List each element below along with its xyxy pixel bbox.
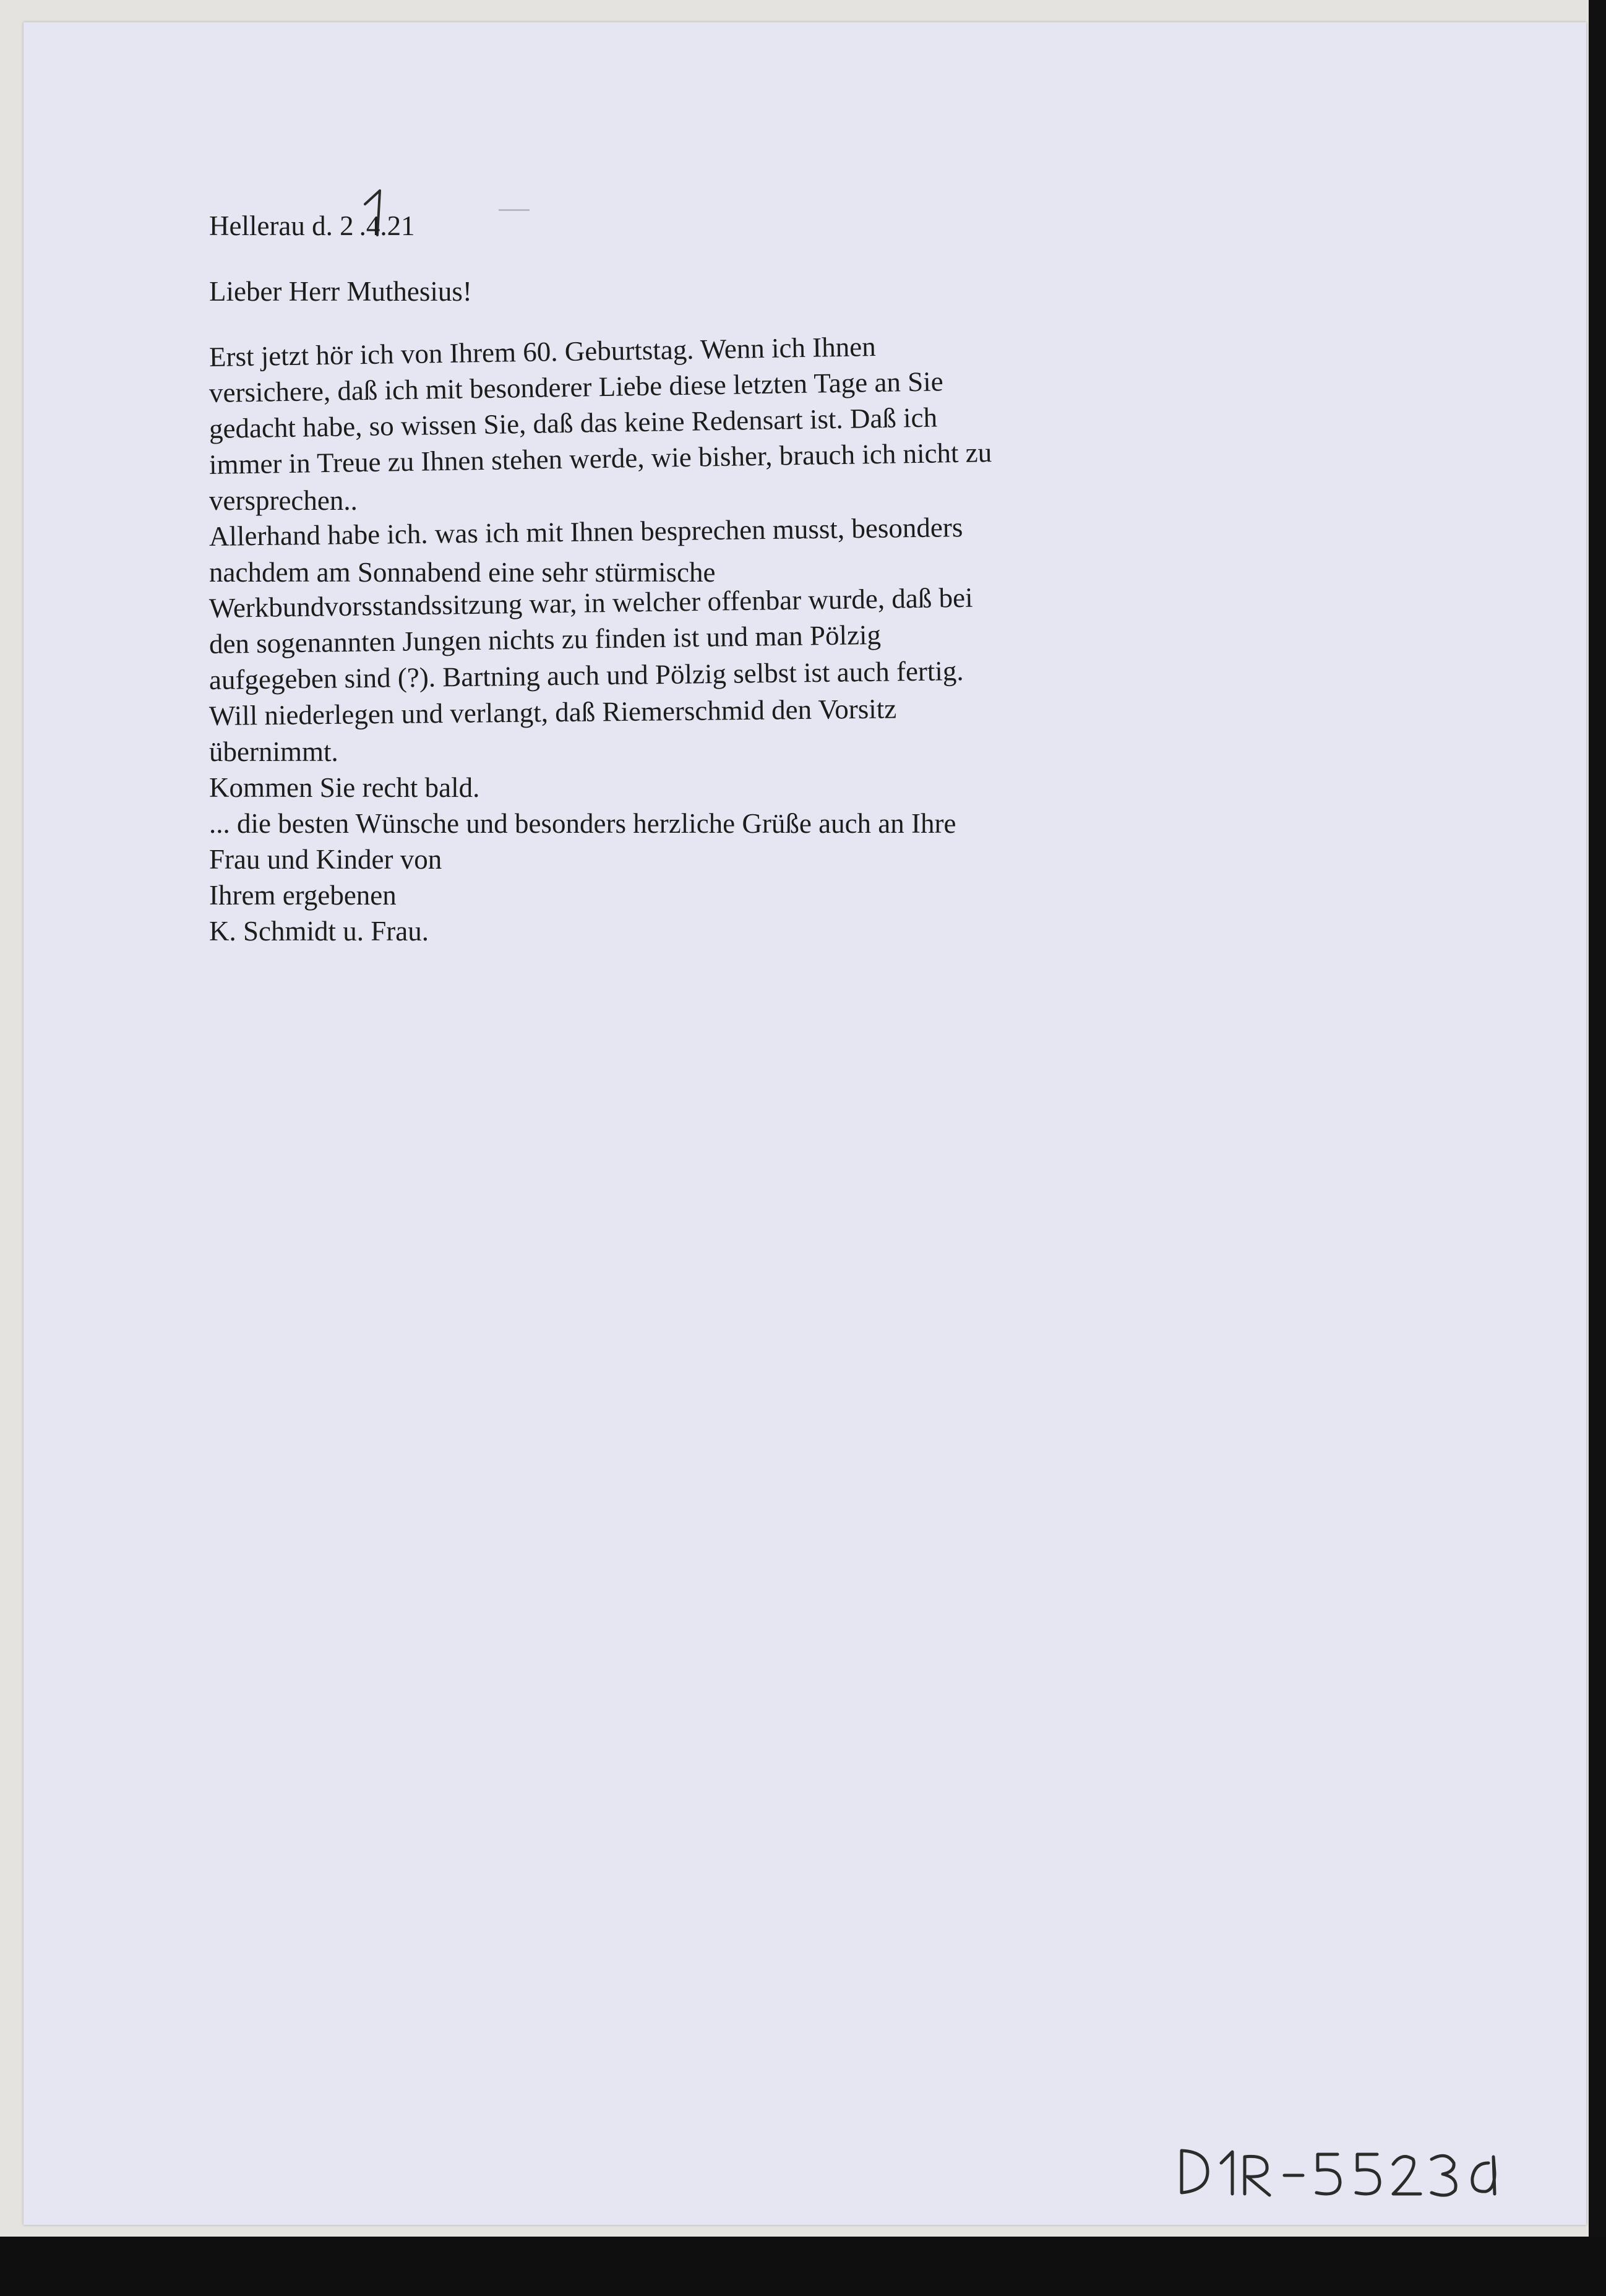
letter-line: Erst jetzt hör ich von Ihrem 60. Geburtstag. Wenn ich Ihnen — [208, 331, 877, 372]
letter-line: immer in Treue zu Ihnen stehen werde, wie bisher, brauch ich nicht zu — [208, 437, 992, 480]
letter-sheet — [24, 22, 1586, 2225]
scan-border-bottom — [0, 2237, 1606, 2296]
letter-line: übernimmt. — [209, 736, 338, 767]
letter-body — [209, 208, 1199, 949]
letter-line: Werkbundvorsstandssitzung war, in welcher offenbar wurde, daß bei — [208, 582, 973, 624]
letter-line: den sogenannten Jungen nichts zu finden ist und man Pölzig — [208, 619, 882, 660]
letter-paragraphs — [208, 331, 1199, 949]
letter-line: aufgegeben sind (?). Bartning auch und Pölzig selbst ist auch fertig. — [208, 655, 964, 695]
letter-line: Ihrem ergebenen — [209, 880, 397, 911]
letter-line: Allerhand habe ich. was ich mit Ihnen besprechen musst, besonders — [208, 512, 963, 552]
letter-date — [209, 208, 1199, 244]
archive-number-handwritten — [1175, 2138, 1522, 2206]
letter-line: nachdem am Sonnabend eine sehr stürmische — [209, 557, 716, 588]
letter-line: Will niederlegen und verlangt, daß Riemerschmid den Vorsitz — [208, 693, 897, 731]
letter-line: ... die besten Wünsche und besonders herzliche Grüße auch an Ihre — [209, 808, 956, 839]
letter-date-text: Hellerau d. 2 .4.21 — [209, 210, 415, 241]
letter-line: Frau und Kinder von — [209, 844, 442, 875]
letter-salutation: Lieber Herr Muthesius! — [209, 276, 472, 307]
scan-border-right — [1589, 0, 1606, 2296]
letter-line: K. Schmidt u. Frau. — [209, 916, 429, 947]
letter-line: Kommen Sie recht bald. — [209, 772, 480, 803]
letter-line: versichere, daß ich mit besonderer Liebe diese letzten Tage an Sie — [208, 366, 944, 408]
letter-line: versprechen.. — [209, 485, 358, 516]
letter-line: gedacht habe, so wissen Sie, daß das keine Redensart ist. Daß ich — [208, 402, 938, 444]
